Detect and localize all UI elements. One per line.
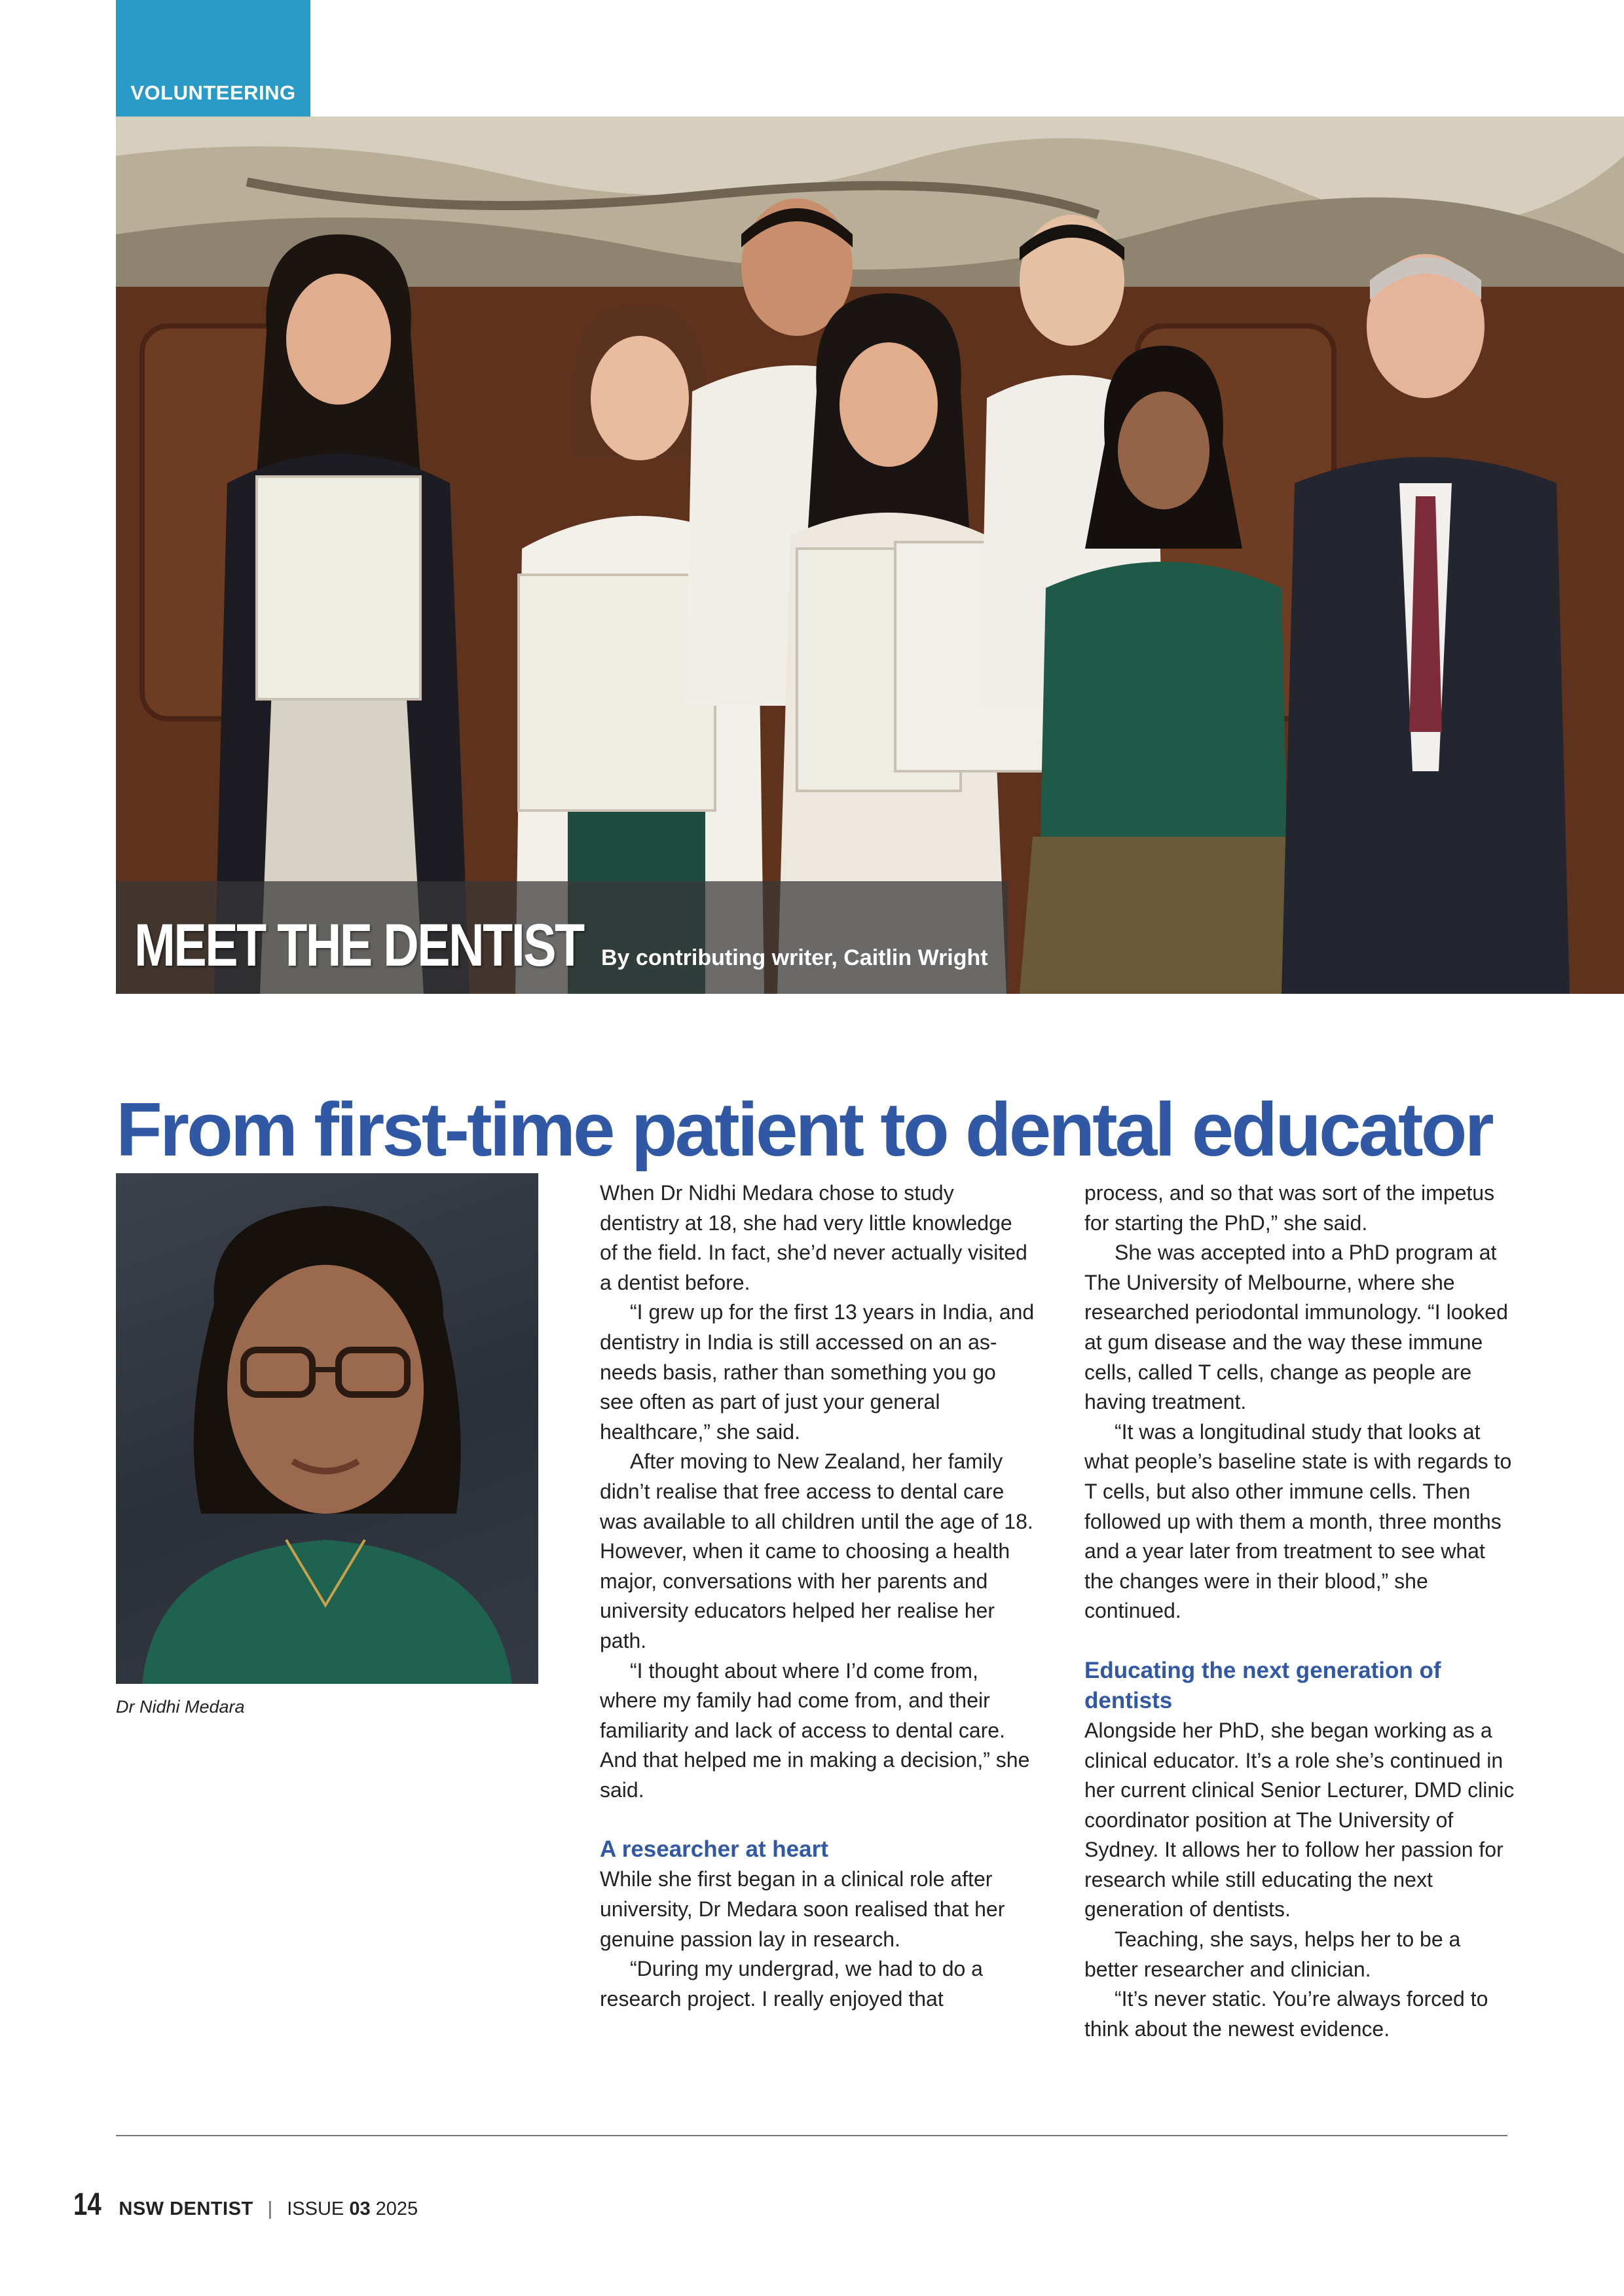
meet-the-dentist-kicker: MEET THE DENTIST	[134, 912, 583, 979]
paragraph: While she first began in a clinical role after university, Dr Medara soon realised that her genuine passion lay in research.	[600, 1867, 1005, 1951]
magazine-name: NSW DENTIST	[119, 2198, 253, 2219]
issue-year: 2025	[375, 2198, 418, 2219]
article-headline: From first-time patient to dental educator	[116, 1086, 1492, 1172]
page-footer	[73, 2187, 418, 2223]
paragraph: Alongside her PhD, she began working as a clinical educator. It’s a role she’s continued in her current clinical Senior Lecturer, DMD clinic coordinator position at The University of Sydney. It allows her to follow her passion for research while still educating the next generation of dentists.	[1084, 1718, 1515, 1922]
paragraph: “It was a longitudinal study that looks at what people’s baseline state is with regards to T cells, but also other immune cells. Then followed up with them a month, three months and a year later from treatment to see what the changes were in their blood,” she continued.	[1084, 1419, 1512, 1623]
issue-number: 03	[349, 2198, 371, 2219]
paragraph: When Dr Nidhi Medara chose to study dentistry at 18, she had very little knowledge of the field. In fact, she’d never actually visited a dentist before.	[600, 1181, 1027, 1294]
issue-info	[287, 2198, 418, 2220]
article-column-1	[600, 1178, 1035, 2014]
footer-rule	[116, 2135, 1507, 2136]
group-photo-illustration	[116, 117, 1624, 994]
paragraph: “I thought about where I’d come from, where my family had come from, and their familiarity and lack of access to dental care. And that helped me in making a decision,” she said.	[600, 1658, 1030, 1802]
paragraph: She was accepted into a PhD program at The University of Melbourne, where she researched periodontal immunology. “I looked at gum disease and the way these immune cells, called T cells, change as people are having treatment.	[1084, 1241, 1508, 1414]
portrait-photo	[116, 1173, 538, 1684]
issue-label: ISSUE	[287, 2198, 344, 2219]
footer-separator: |	[267, 2198, 273, 2219]
subheading-educating: Educating the next generation of dentists	[1084, 1657, 1441, 1713]
page-number: 14	[73, 2187, 101, 2222]
paragraph: process, and so that was sort of the impetus for starting the PhD,” she said.	[1084, 1181, 1495, 1235]
paragraph: “During my undergrad, we had to do a research project. I really enjoyed that	[600, 1957, 983, 2011]
article-column-2	[1084, 1178, 1520, 2044]
paragraph: After moving to New Zealand, her family didn’t realise that free access to dental care was available to all children until the age of 18. However, when it came to choosing a health major, conversations with her parents and university educators helped her realise her path.	[600, 1449, 1033, 1652]
paragraph: Teaching, she says, helps her to be a better researcher and clinician.	[1084, 1927, 1461, 1981]
subheading-researcher: A researcher at heart	[600, 1836, 828, 1863]
portrait-illustration	[116, 1173, 538, 1684]
paragraph: “I grew up for the first 13 years in India, and dentistry in India is still accessed on an as-needs basis, rather than something you go see often as part of just your general healthcare,” she said.	[600, 1300, 1035, 1444]
hero-photo	[116, 117, 1624, 994]
paragraph: “It’s never static. You’re always forced to think about the newest evidence.	[1084, 1987, 1488, 2041]
portrait-caption: Dr Nidhi Medara	[116, 1697, 245, 1717]
byline: By contributing writer, Caitlin Wright	[601, 945, 988, 970]
section-tab: VOLUNTEERING	[116, 0, 310, 117]
